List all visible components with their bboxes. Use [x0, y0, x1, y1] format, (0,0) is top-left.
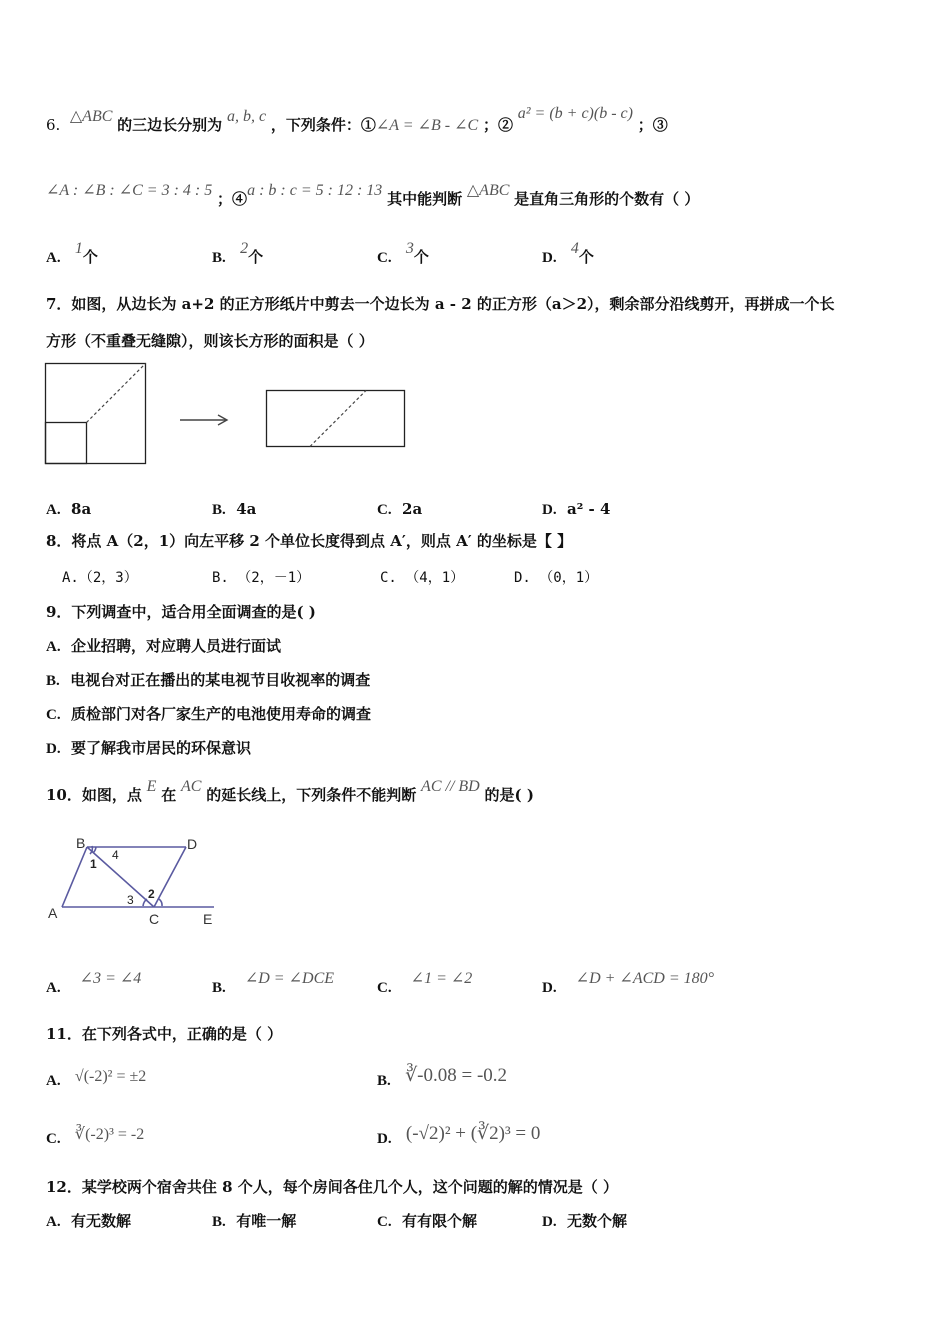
q10-angle-1: 1	[90, 857, 97, 871]
q10-label-c: C	[149, 911, 160, 927]
q6-option-d[interactable]: D. 4个	[542, 240, 594, 266]
q10-option-a[interactable]: A. ∠3 = ∠4	[46, 970, 142, 996]
q8-option-d[interactable]: D. （0，1）	[514, 570, 599, 586]
q10-label-b: B	[76, 835, 86, 851]
q9-option-a[interactable]: A. 企业招聘，对应聘人员进行面试	[46, 637, 282, 655]
q10-point-e: E	[146, 778, 157, 795]
q9-option-b[interactable]: B. 电视台对正在播出的某电视节目收视率的调查	[46, 671, 371, 689]
q6-option-b[interactable]: B. 2个	[212, 240, 264, 266]
q9-stem: 9．下列调查中，适合用全面调查的是( )	[46, 603, 316, 621]
q8-option-a[interactable]: A.（2，3）	[62, 570, 138, 586]
q6-sides: a, b, c	[226, 108, 267, 125]
q6-text4: ；③	[637, 116, 668, 134]
q12-option-c[interactable]: C. 有有限个解	[377, 1212, 478, 1230]
q7-option-d[interactable]: D. a² - 4	[542, 500, 611, 518]
q8-stem: 8．将点 A（2，1）向左平移 2 个单位长度得到点 A′，则点 A′ 的坐标是【 】	[46, 532, 573, 550]
q7-figure	[44, 362, 414, 468]
q10-label-e: E	[203, 911, 213, 927]
q12-option-a[interactable]: A. 有无数解	[46, 1212, 132, 1230]
q7-rect-cut-line	[310, 391, 366, 447]
q7-small-square	[46, 423, 87, 464]
q11-option-c[interactable]: C. ∛(-2)³ = -2	[46, 1126, 145, 1147]
q10-stem: 10．如图，点 E 在 AC 的延长线上，下列条件不能判断 AC // BD 的是( )	[46, 778, 534, 804]
q7-rectangle	[267, 391, 405, 447]
q9-option-d[interactable]: D. 要了解我市居民的环保意识	[46, 739, 252, 757]
q10-line-cd	[154, 847, 186, 907]
q7-cut-line	[87, 364, 146, 423]
q10-option-d[interactable]: D. ∠D + ∠ACD = 180°	[542, 970, 715, 996]
q6-cond3: ∠A : ∠B : ∠C = 3 : 4 : 5	[46, 182, 213, 199]
q6-option-a[interactable]: A. 1个	[46, 240, 98, 266]
q11-stem: 11．在下列各式中，正确的是（ ）	[46, 1025, 283, 1043]
q10-parallel: AC // BD	[421, 778, 480, 795]
q11-option-a[interactable]: A. √(-2)² = ±2	[46, 1068, 147, 1089]
q10-line-bc	[87, 847, 154, 907]
q6-text2: ，下列条件：①	[270, 116, 376, 134]
q6-line1	[46, 105, 668, 137]
q6-triangle: △ABC	[69, 108, 113, 125]
q10-option-b[interactable]: B. ∠D = ∠DCE	[212, 970, 335, 996]
q10-figure	[44, 832, 224, 932]
q6-text3: ；②	[482, 116, 513, 134]
q10-label-d: D	[187, 836, 198, 852]
q6-number: 6.	[46, 116, 61, 134]
q6-text7: 是直角三角形的个数有（ ）	[514, 190, 700, 208]
q12-option-b[interactable]: B. 有唯一解	[212, 1212, 297, 1230]
q7-option-b[interactable]: B. 4a	[212, 500, 257, 518]
q7-stem-line2: 方形（不重叠无缝隙），则该长方形的面积是（ ）	[46, 332, 374, 350]
q7-option-c[interactable]: C. 2a	[377, 500, 423, 518]
q10-angle-4: 4	[112, 848, 119, 862]
q12-stem: 12．某学校两个宿舍共住 8 个人，每个房间各住几个人，这个问题的解的情况是（ ）	[46, 1178, 618, 1196]
q6-cond1: ∠A = ∠B - ∠C	[375, 117, 479, 134]
q10-label-a: A	[48, 905, 58, 921]
q6-triangle2: △ABC	[466, 182, 510, 199]
q10-angle-3: 3	[127, 893, 134, 907]
q8-option-c[interactable]: C. （4，1）	[380, 570, 465, 586]
q11-option-d[interactable]: D. (-√2)² + (∛2)³ = 0	[377, 1123, 541, 1147]
q10-line-ab	[62, 847, 87, 907]
q6-cond2: a² = (b + c)(b - c)	[517, 105, 633, 122]
q8-option-b[interactable]: B. （2，－1）	[212, 570, 311, 586]
q10-option-c[interactable]: C. ∠1 = ∠2	[377, 970, 473, 996]
q7-stem-line1: 7．如图，从边长为 a+2 的正方形纸片中剪去一个边长为 a - 2 的正方形（a＞2），剩余部分沿线剪开，再拼成一个长	[46, 295, 835, 313]
q6-cond4: a : b : c = 5 : 12 : 13	[247, 182, 383, 199]
q6-text6: 其中能判断	[387, 190, 463, 208]
q6-text1: 的三边长分别为	[117, 116, 223, 134]
q6-option-c[interactable]: C. 3个	[377, 240, 429, 266]
q10-angle-2: 2	[148, 887, 155, 901]
q6-line2	[46, 182, 700, 211]
q12-option-d[interactable]: D. 无数个解	[542, 1212, 628, 1230]
q9-option-c[interactable]: C. 质检部门对各厂家生产的电池使用寿命的调查	[46, 705, 372, 723]
q6-text5: ；④	[217, 190, 248, 208]
q11-option-b[interactable]: B. ∛-0.08 = -0.2	[377, 1065, 508, 1089]
q10-line-ac: AC	[181, 778, 202, 795]
q7-option-a[interactable]: A. 8a	[46, 500, 92, 518]
